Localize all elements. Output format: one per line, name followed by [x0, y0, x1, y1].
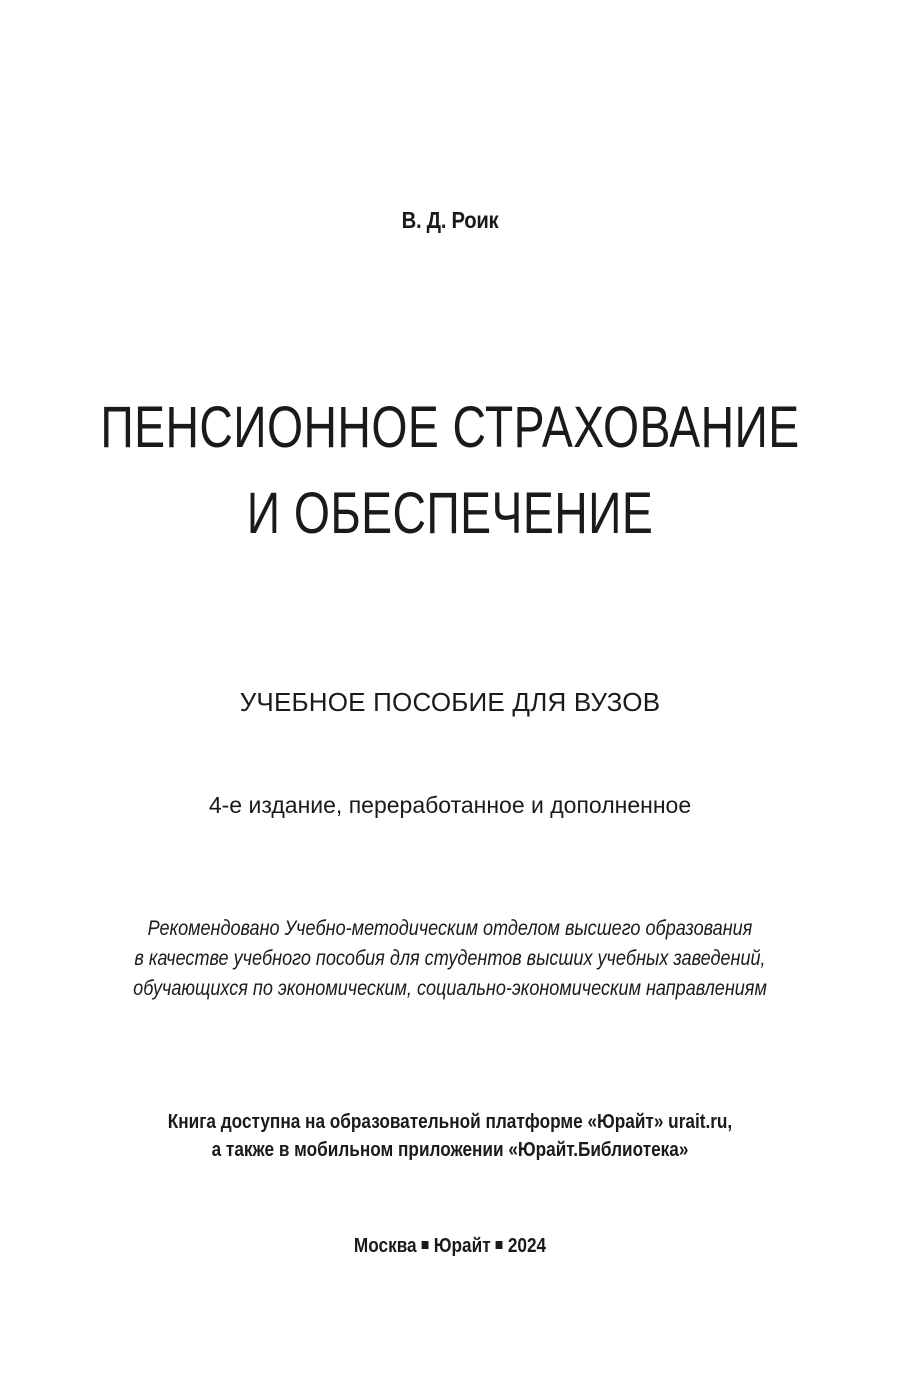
book-subtitle: УЧЕБНОЕ ПОСОБИЕ ДЛЯ ВУЗОВ	[239, 687, 661, 717]
edition-note: 4-е издание, переработанное и дополненное	[208, 792, 692, 818]
recommendation-line-1: Рекомендовано Учебно-методическим отделом высшего образования	[147, 917, 753, 940]
square-separator-icon	[422, 1241, 429, 1249]
platform-line-2: а также в мобильном приложении «Юрайт.Библиотека»	[211, 1139, 689, 1161]
recommendation-line-2: в качестве учебного пособия для студентов высших учебных заведений,	[134, 947, 766, 970]
imprint-year: 2024	[507, 1235, 547, 1257]
book-title-line-2: И ОБЕСПЕЧЕНИЕ	[246, 481, 654, 546]
book-title-line-1: ПЕНСИОННОЕ СТРАХОВАНИЕ	[100, 395, 800, 460]
imprint-publisher: Юрайт	[433, 1235, 491, 1257]
author-name: В. Д. Роик	[401, 207, 499, 233]
platform-availability	[63, 1108, 837, 1164]
recommendation-line-3: обучающихся по экономическим, социально-экономическим направлениям	[133, 977, 767, 1000]
recommendation-text	[63, 914, 837, 1004]
imprint-city: Москва	[353, 1235, 417, 1257]
book-title	[90, 385, 810, 557]
imprint	[63, 1235, 837, 1258]
platform-line-1: Книга доступна на образовательной платформе «Юрайт» urait.ru,	[167, 1111, 733, 1133]
square-separator-icon	[496, 1241, 503, 1249]
